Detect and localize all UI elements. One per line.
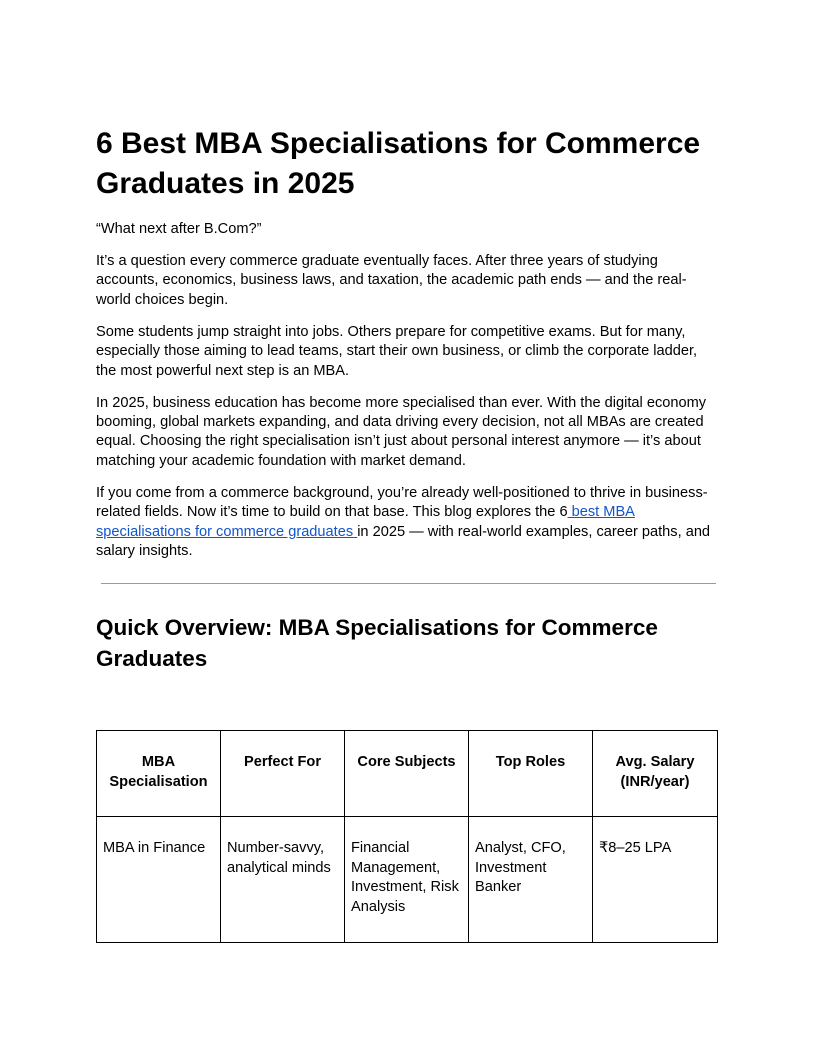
paragraph-text: in 2025 — with real-world examples, career paths, and salary insights. [96, 523, 711, 560]
body-paragraph: Some students jump straight into jobs. Others prepare for competitive exams. But for many, especially those aiming to lead teams, start their own business, or climb the corporate ladder, the most powerful next step is an MBA. [96, 323, 698, 379]
table-row [97, 817, 718, 943]
section-heading: Quick Overview: MBA Specialisations for Commerce Graduates [96, 615, 658, 672]
column-header: Perfect For [221, 731, 345, 817]
body-paragraph: In 2025, business education has become more specialised than ever. With the digital economy booming, global markets expanding, and data driving every decision, not all MBAs are created equal. Choosing the right specialisation isn’t just about personal interest anymore — it’s about matching your academic foundation with market demand. [96, 394, 707, 469]
specialisations-table [96, 730, 718, 943]
table-cell: Analyst, CFO, Investment Banker [469, 817, 593, 943]
column-header: Core Subjects [345, 731, 469, 817]
column-header: Top Roles [469, 731, 593, 817]
column-header: MBA Specialisation [97, 731, 221, 817]
paragraph-text: If you come from a commerce background, you’re already well-positioned to thrive in business-related fields. Now it’s time to build on that base. This blog explores the 6 [96, 484, 708, 521]
article-title: 6 Best MBA Specialisations for Commerce Graduates in 2025 [96, 127, 701, 200]
table-cell: MBA in Finance [97, 817, 221, 943]
body-paragraph: It’s a question every commerce graduate eventually faces. After three years of studying accounts, economics, business laws, and taxation, the academic path ends — and the real-world choices begin. [96, 253, 687, 308]
intro-quote: “What next after B.Com?” [96, 221, 262, 237]
table-cell: ₹8–25 LPA [593, 817, 718, 943]
section-divider [101, 583, 716, 584]
table-header-row [97, 731, 718, 817]
table-cell: Number-savvy, analytical minds [221, 817, 345, 943]
table-cell: Financial Management, Investment, Risk Analysis [345, 817, 469, 943]
document-page [96, 124, 720, 943]
column-header: Avg. Salary (INR/year) [593, 731, 718, 817]
specialisations-link[interactable]: best MBA specialisations for commerce graduates [96, 504, 635, 540]
body-paragraph-with-link [96, 484, 720, 562]
